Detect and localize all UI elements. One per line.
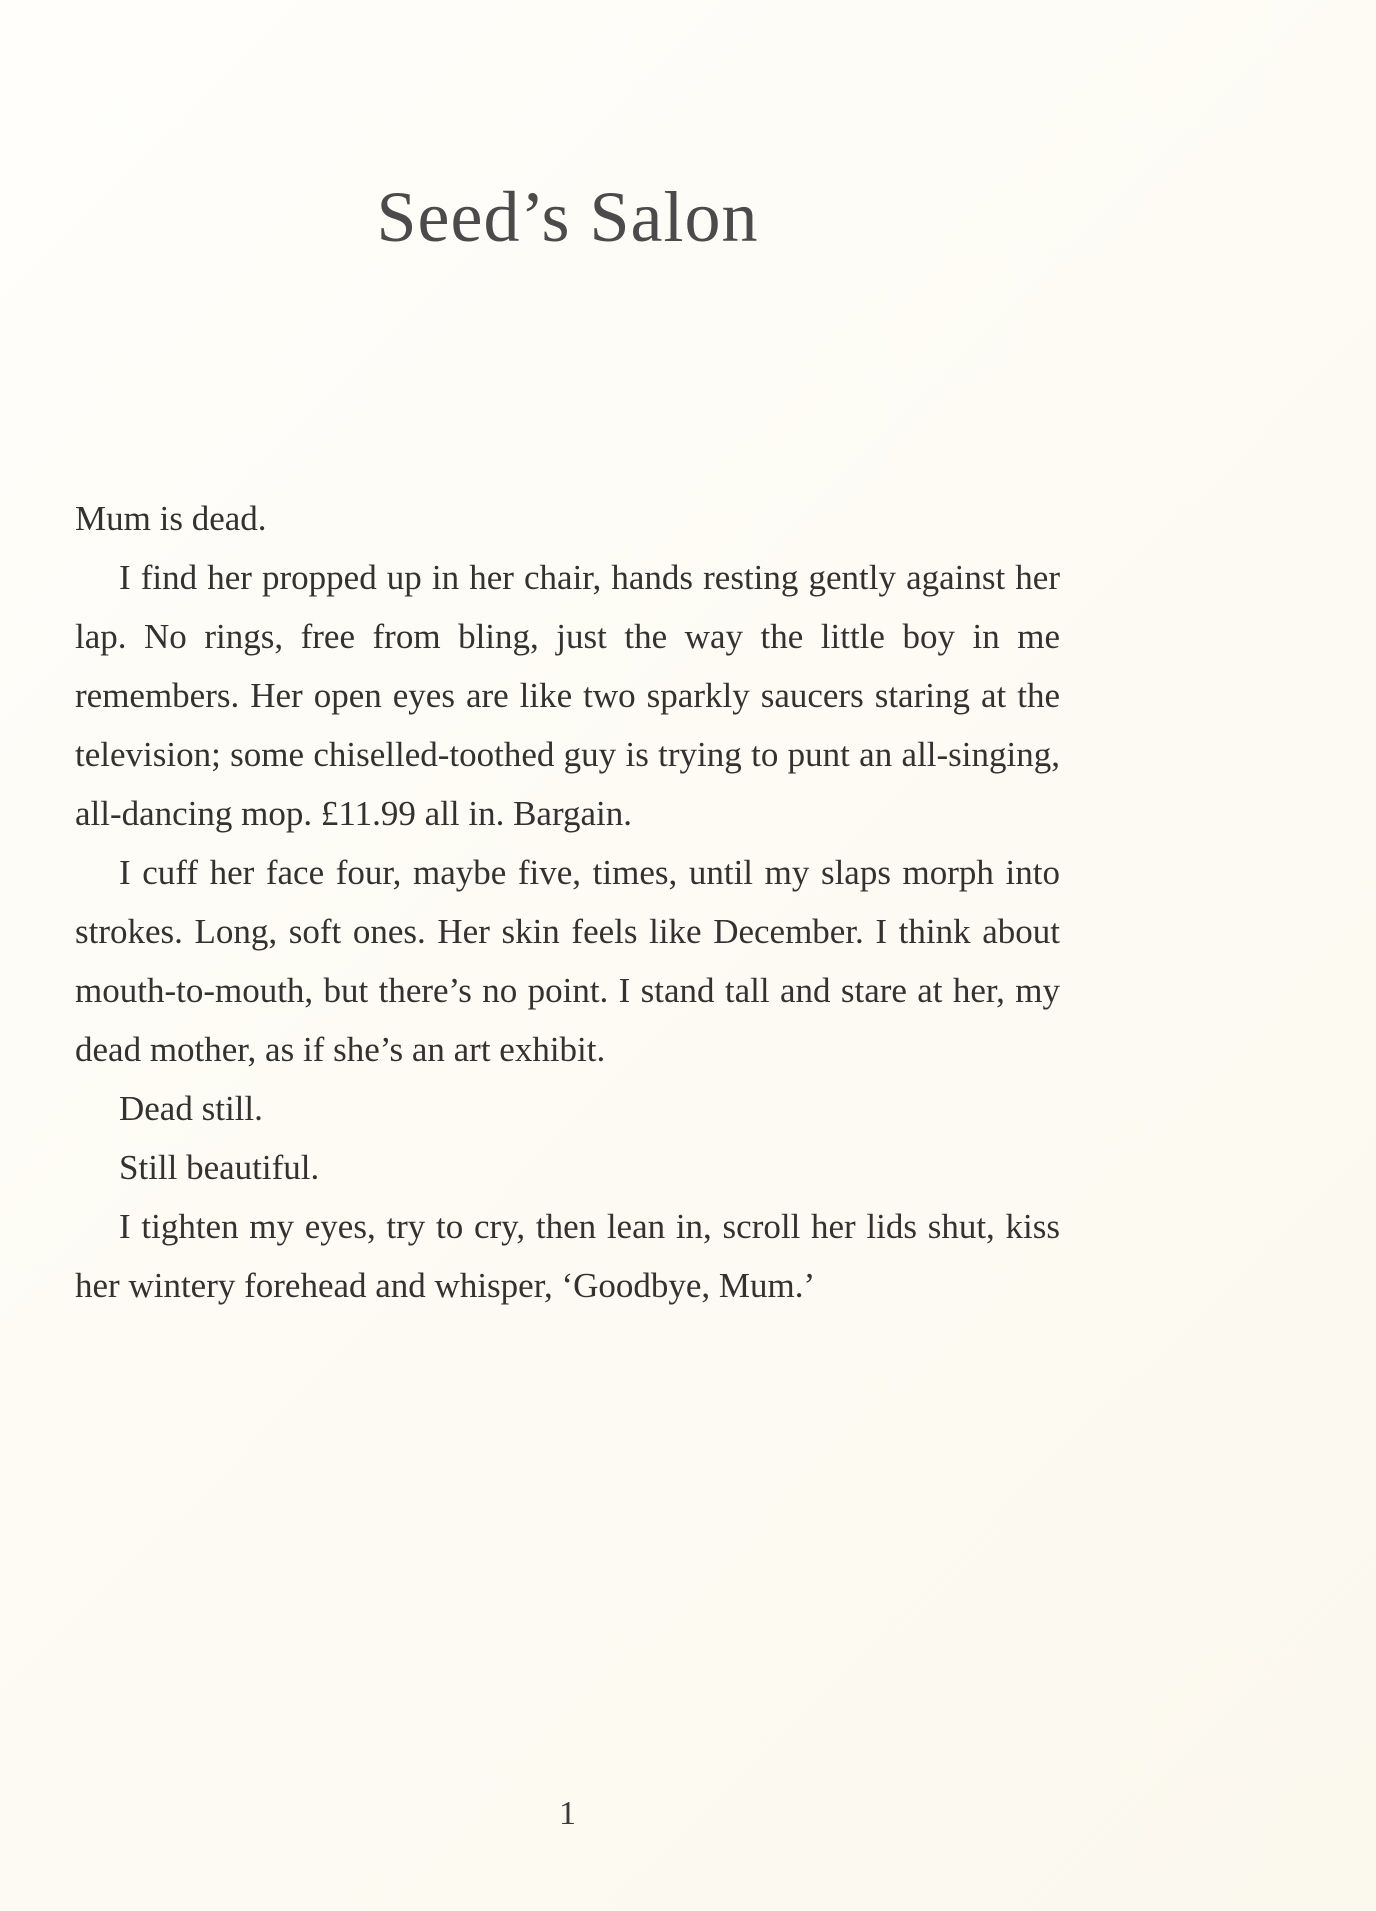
- paragraph: Still beautiful.: [119, 1148, 320, 1188]
- chapter-title: Seed’s Salon: [376, 177, 759, 257]
- paragraph: Mum is dead.: [75, 499, 267, 539]
- paragraph: Dead still.: [119, 1089, 263, 1129]
- paragraph: I find her propped up in her chair, hands resting gently against her lap. No rings, free from bling, just the way the little boy in me remembers. Her open eyes are like two sparkly saucers staring at the television; some chiselled-toothed guy is trying to punt an all-singing, all-dancing mop. £11.99 all in. Bargain.: [75, 558, 1060, 834]
- text-block: [75, 0, 1060, 1315]
- paragraph: I cuff her face four, maybe five, times, until my slaps morph into strokes. Long, soft ones. Her skin feels like December. I think about mouth-to-mouth, but there’s no point. I stand tall and stare at her, my dead mother, as if she’s an art exhibit.: [75, 853, 1060, 1070]
- page-number: 1: [559, 1795, 576, 1832]
- paragraph: I tighten my eyes, try to cry, then lean in, scroll her lids shut, kiss her wintery forehead and whisper, ‘Goodbye, Mum.’: [75, 1207, 1060, 1306]
- body-text: [75, 489, 1060, 1315]
